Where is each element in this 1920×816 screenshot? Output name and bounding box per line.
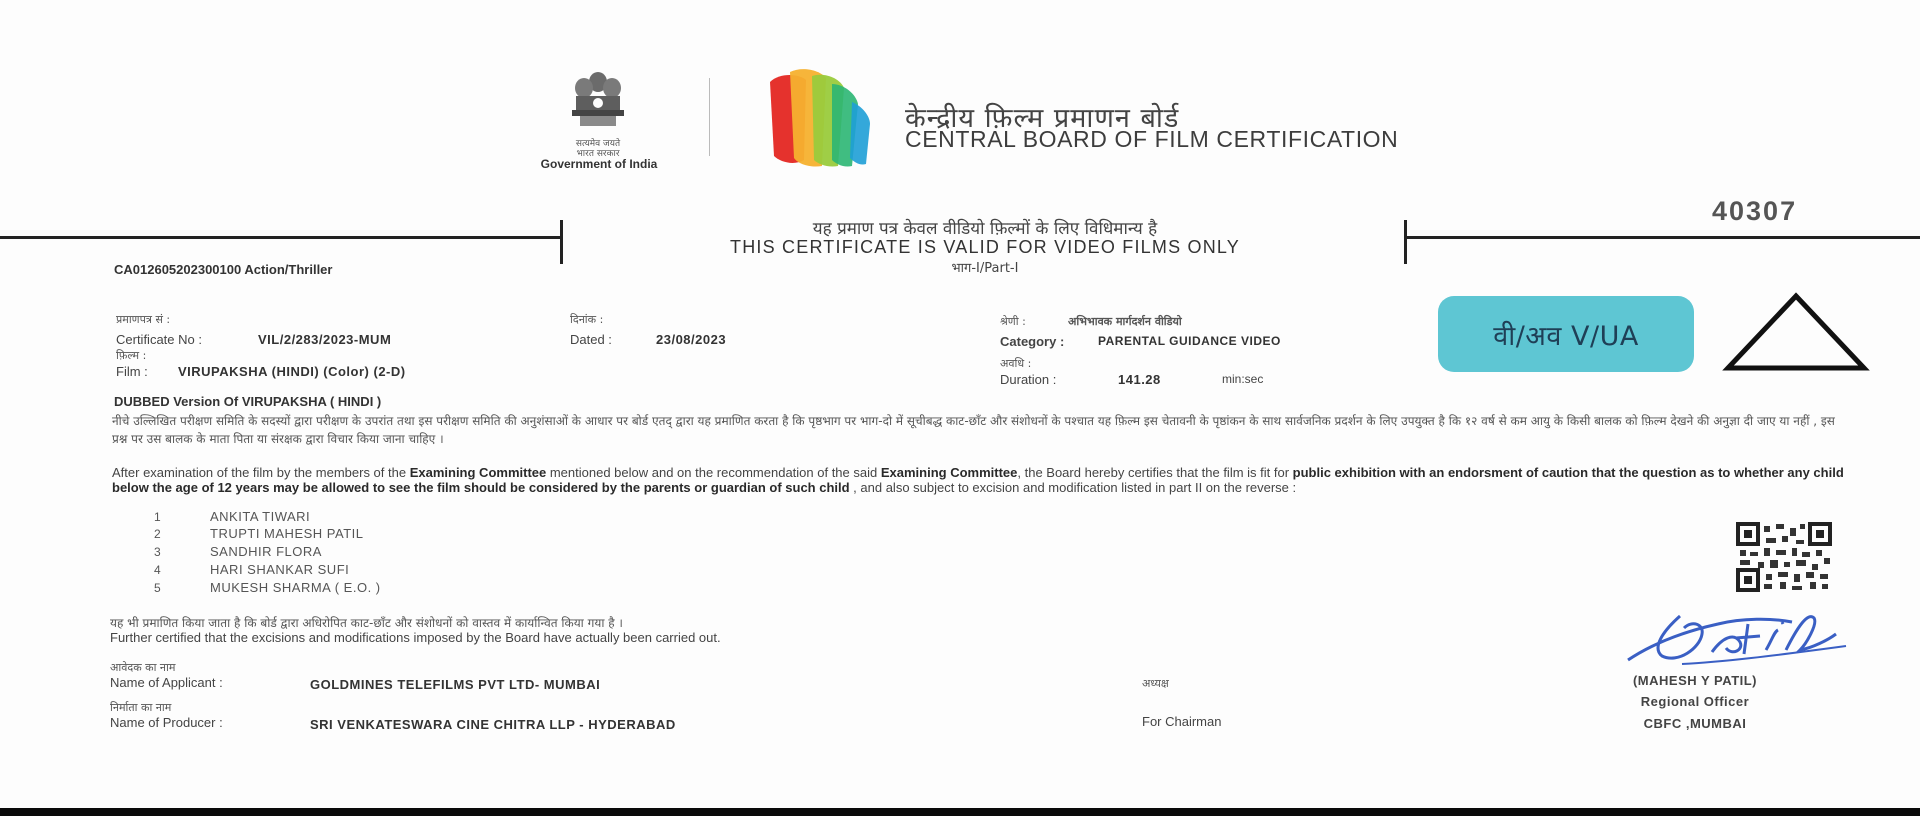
- para-en-part1: After examination of the film by the members of the: [112, 465, 410, 480]
- member-number: 2: [154, 527, 161, 541]
- duration-label-hindi: अवधि :: [1000, 357, 1032, 370]
- member-number: 3: [154, 545, 161, 559]
- date-value: 23/08/2023: [656, 332, 727, 347]
- certification-text-hindi: नीचे उल्लिखित परीक्षण समिति के सदस्यों द्वारा परीक्षण के उपरांत तथा इस परीक्षण समिति की अनुशंसाओं के आधार पर बोर्ड एतद् द्वारा यह प्रमाणित करता है कि पृष्ठभाग पर भाग-दो में सूचीबद्ध काट-छाँट और संशोधनों के पश्चात यह फ़िल्म इस चेतावनी के पृष्ठांकन के साथ सार्वजनिक प्रदर्शन के लिए उपयुक्त है कि १२ वर्ष से कम आयु के किसी बालक को फ़िल्म देखने की अनुज्ञा दी जाए या नहीं , इस प्रश्न पर उस बालक के माता पिता या संरक्षक द्वारा विचार किया जाना चाहिए ।: [112, 414, 1835, 446]
- band-line-left: [0, 236, 562, 239]
- dubbed-version-note: DUBBED Version Of VIRUPAKSHA ( HINDI ): [114, 394, 382, 409]
- producer-value: SRI VENKATESWARA CINE CHITRA LLP - HYDERABAD: [310, 717, 676, 732]
- further-certified-hindi: यह भी प्रमाणित किया जाता है कि बोर्ड द्वारा अधिरोपित काट-छाँट और संशोधनों को वास्तव में कार्यान्वित किया गया है ।: [110, 616, 623, 630]
- member-number: 5: [154, 581, 161, 595]
- duration-unit: min:sec: [1222, 372, 1264, 386]
- category-value-hindi: अभिभावक मार्गदर्शन वीडियो: [1068, 315, 1182, 328]
- validity-hindi: यह प्रमाण पत्र केवल वीडियो फ़िल्मों के लिए विधिमान्य है: [812, 219, 1158, 239]
- cert-no-label: Certificate No :: [116, 332, 202, 347]
- applicant-label: Name of Applicant :: [110, 675, 223, 690]
- triangle-icon: [1722, 290, 1870, 374]
- emblem-gov-english: Government of India: [540, 157, 658, 171]
- para-en-part4: , and also subject to excision and modification listed in part II on the reverse :: [849, 480, 1297, 495]
- applicant-value: GOLDMINES TELEFILMS PVT LTD- MUMBAI: [310, 677, 601, 692]
- film-value: VIRUPAKSHA (HINDI) (Color) (2-D): [178, 364, 406, 379]
- duration-value: 141.28: [1118, 372, 1161, 387]
- para-en-part2: mentioned below and on the recommendation of the said: [546, 465, 881, 480]
- para-en-part3: , the Board hereby certifies that the film is fit for: [1017, 465, 1293, 480]
- signature-icon: [1622, 604, 1854, 674]
- chairman-label-hindi: अध्यक्ष: [1142, 677, 1169, 690]
- band-line-right: [1405, 236, 1920, 239]
- member-name: HARI SHANKAR SUFI: [210, 562, 350, 577]
- member-name: ANKITA TIWARI: [210, 509, 311, 524]
- date-label-hindi: दिनांक :: [570, 313, 604, 326]
- signatory-office: CBFC ,MUMBAI: [1643, 716, 1747, 731]
- rating-badge: [1438, 296, 1694, 372]
- signatory-name: (MAHESH Y PATIL): [1632, 673, 1758, 688]
- emblem-motto: सत्यमेव जयते: [575, 139, 621, 149]
- category-value: PARENTAL GUIDANCE VIDEO: [1098, 334, 1281, 348]
- para-en-caution: public exhibition with an endorsment of caution that the question as to whether any child below the age of 12 years may be allowed to see the film should be considered by the parents or guardian of such child: [112, 465, 1844, 495]
- cbfc-logo-icon: [760, 62, 890, 172]
- bottom-border: [0, 808, 1920, 816]
- validity-english: THIS CERTIFICATE IS VALID FOR VIDEO FILMS ONLY: [730, 237, 1240, 257]
- member-name: MUKESH SHARMA ( E.O. ): [210, 580, 381, 595]
- date-label: Dated :: [570, 332, 612, 347]
- film-label-hindi: फ़िल्म :: [116, 349, 147, 362]
- producer-label-hindi: निर्माता का नाम: [110, 701, 172, 714]
- certificate-serial-number: 40307: [1712, 196, 1798, 226]
- category-label-hindi: श्रेणी :: [1000, 315, 1026, 328]
- member-number: 4: [154, 563, 161, 577]
- duration-label: Duration :: [1000, 372, 1057, 387]
- category-label: Category :: [1000, 334, 1065, 349]
- cert-no-label-hindi: प्रमाणपत्र सं :: [116, 313, 171, 326]
- emblem-gov-hindi: भारत सरकार: [576, 149, 620, 159]
- part-label: भाग-I/Part-I: [951, 261, 1019, 276]
- cert-no-value: VIL/2/283/2023-MUM: [258, 332, 392, 347]
- header-divider: [709, 78, 710, 156]
- certification-text-english: [112, 465, 1844, 495]
- further-certified-english: Further certified that the excisions and modifications imposed by the Board have actually been carried out.: [110, 630, 721, 645]
- signatory-title: Regional Officer: [1640, 694, 1750, 709]
- member-name: TRUPTI MAHESH PATIL: [210, 526, 364, 541]
- rating-badge-text: वी/अव V/UA: [1493, 320, 1639, 352]
- board-name-english: CENTRAL BOARD OF FILM CERTIFICATION: [905, 126, 1399, 152]
- chairman-label: For Chairman: [1142, 714, 1222, 729]
- member-name: SANDHIR FLORA: [210, 544, 322, 559]
- reference-code: CA012605202300100 Action/Thriller: [114, 262, 333, 277]
- para-en-committee-2: Examining Committee: [880, 465, 1018, 480]
- board-name-hindi: केन्द्रीय फ़िल्म प्रमाणन बोर्ड: [905, 103, 1180, 134]
- member-number: 1: [154, 510, 161, 524]
- qr-code-icon: [1736, 522, 1832, 592]
- band-tick-left: [560, 220, 563, 264]
- film-label: Film :: [116, 364, 148, 379]
- applicant-label-hindi: आवेदक का नाम: [110, 661, 176, 674]
- para-en-committee-1: Examining Committee: [409, 465, 547, 480]
- producer-label: Name of Producer :: [110, 715, 223, 730]
